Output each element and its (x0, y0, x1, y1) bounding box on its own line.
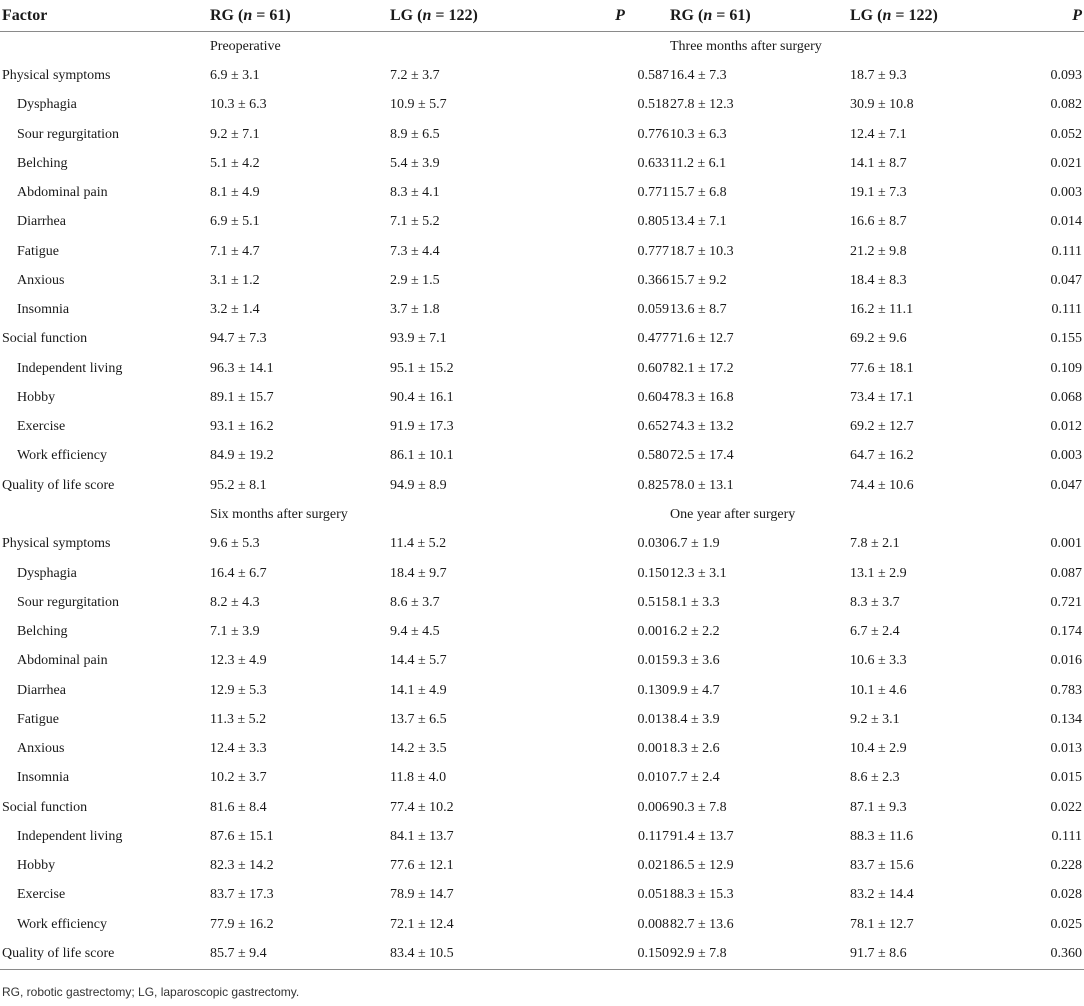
rg-value-right: 90.3 ± 7.8 (670, 799, 727, 815)
rg-value-left: 11.3 ± 5.2 (210, 711, 267, 727)
lg-value-right: 12.4 ± 7.1 (850, 126, 907, 142)
p-value-right: 0.025 (1050, 916, 1082, 932)
rg-value-left: 89.1 ± 15.7 (210, 389, 274, 405)
section-spacer (0, 500, 210, 530)
table-row (0, 149, 1084, 178)
p-value-right: 0.111 (1051, 243, 1082, 259)
rg-value-left: 87.6 ± 15.1 (210, 828, 274, 844)
factor-label: Anxious (17, 741, 65, 757)
section-title-right: One year after surgery (670, 507, 796, 522)
lg-value-right: 83.2 ± 14.4 (850, 887, 914, 903)
lg-value-left: 83.4 ± 10.5 (390, 939, 570, 969)
table-row (0, 296, 1084, 325)
factor-label: Social function (2, 331, 88, 347)
header-p-right: P (1030, 0, 1084, 32)
rg-value-right: 18.7 ± 10.3 (670, 243, 734, 259)
lg-value-left: 78.9 ± 14.7 (390, 887, 454, 903)
header-rg-right: RG (n = 61) (670, 0, 850, 32)
table-row (0, 413, 1084, 442)
rg-value-left: 12.9 ± 5.3 (210, 682, 267, 698)
rg-value-right: 13.6 ± 8.7 (670, 302, 727, 318)
header-p-left: P (570, 0, 670, 32)
p-value-left: 0.001 (637, 741, 669, 757)
factor-label: Quality of life score (0, 939, 210, 969)
lg-value-right: 18.7 ± 9.3 (850, 68, 907, 84)
lg-value-right: 83.7 ± 15.6 (850, 858, 914, 874)
factor-label: Social function (2, 799, 88, 815)
p-value-left: 0.777 (637, 243, 669, 259)
p-value-right: 0.360 (1030, 939, 1084, 969)
p-value-left: 0.021 (637, 858, 669, 874)
lg-value-left: 94.9 ± 8.9 (390, 477, 447, 493)
p-value-right: 0.014 (1050, 214, 1082, 230)
lg-value-right: 64.7 ± 16.2 (850, 448, 914, 464)
factor-label: Hobby (17, 858, 56, 874)
p-value-right: 0.134 (1050, 711, 1082, 727)
rg-value-right: 71.6 ± 12.7 (670, 331, 734, 347)
header-lg-right: LG (n = 122) (850, 0, 1030, 32)
lg-value-left: 8.3 ± 4.1 (390, 185, 440, 201)
factor-label: Exercise (17, 419, 66, 435)
rg-value-right: 86.5 ± 12.9 (670, 858, 734, 874)
lg-value-left: 2.9 ± 1.5 (390, 272, 440, 288)
factor-label: Exercise (17, 887, 66, 903)
table-row (0, 735, 1084, 764)
lg-value-right: 19.1 ± 7.3 (850, 185, 907, 201)
rg-value-right: 92.9 ± 7.8 (670, 939, 850, 969)
table-row (0, 618, 1084, 647)
lg-value-left: 11.4 ± 5.2 (390, 536, 447, 552)
p-value-right: 0.093 (1050, 68, 1082, 84)
lg-value-left: 9.4 ± 4.5 (390, 624, 440, 640)
p-value-left: 0.051 (637, 887, 669, 903)
p-value-left: 0.477 (637, 331, 669, 347)
p-value-left: 0.013 (637, 711, 669, 727)
lg-value-right: 69.2 ± 12.7 (850, 419, 914, 435)
rg-value-right: 15.7 ± 6.8 (670, 185, 727, 201)
rg-value-right: 78.0 ± 13.1 (670, 477, 734, 493)
rg-value-left: 3.2 ± 1.4 (210, 302, 260, 318)
lg-value-right: 7.8 ± 2.1 (850, 536, 900, 552)
rg-value-left: 8.2 ± 4.3 (210, 594, 260, 610)
p-value-right: 0.022 (1050, 799, 1082, 815)
rg-value-right: 91.4 ± 13.7 (670, 828, 734, 844)
table-row (0, 793, 1084, 822)
lg-value-left: 14.1 ± 4.9 (390, 682, 447, 698)
rg-value-right: 74.3 ± 13.2 (670, 419, 734, 435)
lg-value-left: 10.9 ± 5.7 (390, 97, 447, 113)
header-rg-left: RG (n = 61) (210, 0, 390, 32)
rg-value-right: 6.7 ± 1.9 (670, 536, 720, 552)
lg-value-right: 91.7 ± 8.6 (850, 939, 1030, 969)
factor-label: Belching (17, 624, 68, 640)
lg-value-left: 77.4 ± 10.2 (390, 799, 454, 815)
p-value-left: 0.580 (637, 448, 669, 464)
header-row (0, 0, 1084, 32)
lg-value-right: 8.6 ± 2.3 (850, 770, 900, 786)
rg-value-right: 15.7 ± 9.2 (670, 272, 727, 288)
rg-value-left: 5.1 ± 4.2 (210, 155, 260, 171)
rg-value-left: 95.2 ± 8.1 (210, 477, 267, 493)
factor-label: Abdominal pain (17, 653, 108, 669)
lg-value-left: 77.6 ± 12.1 (390, 858, 454, 874)
rg-value-right: 88.3 ± 15.3 (670, 887, 734, 903)
table-row (0, 939, 1084, 969)
p-value-right: 0.783 (1050, 682, 1082, 698)
factor-label: Sour regurgitation (17, 594, 120, 610)
p-value-left: 0.117 (638, 828, 669, 844)
table-row (0, 120, 1084, 149)
rg-value-left: 16.4 ± 6.7 (210, 565, 267, 581)
rg-value-left: 81.6 ± 8.4 (210, 799, 267, 815)
rg-value-left: 83.7 ± 17.3 (210, 887, 274, 903)
rg-value-left: 84.9 ± 19.2 (210, 448, 274, 464)
table-row (0, 237, 1084, 266)
lg-value-right: 77.6 ± 18.1 (850, 360, 914, 376)
lg-value-right: 21.2 ± 9.8 (850, 243, 907, 259)
p-value-left: 0.130 (637, 682, 669, 698)
lg-value-left: 91.9 ± 17.3 (390, 419, 454, 435)
factor-label: Work efficiency (17, 916, 107, 932)
table-row (0, 764, 1084, 793)
p-value-right: 0.111 (1051, 828, 1082, 844)
lg-value-right: 10.6 ± 3.3 (850, 653, 907, 669)
lg-value-left: 84.1 ± 13.7 (390, 828, 454, 844)
table-row (0, 442, 1084, 471)
rg-value-right: 82.7 ± 13.6 (670, 916, 734, 932)
p-value-left: 0.008 (637, 916, 669, 932)
rg-value-right: 8.4 ± 3.9 (670, 711, 720, 727)
rg-value-right: 27.8 ± 12.3 (670, 97, 734, 113)
table-row (0, 910, 1084, 939)
p-value-right: 0.016 (1050, 653, 1082, 669)
table-footnote: RG, robotic gastrectomy; LG, laparoscopic gastrectomy. (2, 985, 300, 999)
rg-value-left: 10.3 ± 6.3 (210, 97, 267, 113)
lg-value-left: 7.3 ± 4.4 (390, 243, 440, 259)
rg-value-left: 12.3 ± 4.9 (210, 653, 267, 669)
rg-value-right: 6.2 ± 2.2 (670, 624, 720, 640)
lg-value-left: 11.8 ± 4.0 (390, 770, 447, 786)
lg-value-right: 88.3 ± 11.6 (850, 828, 914, 844)
section-title-left: Six months after surgery (210, 507, 348, 522)
factor-label: Belching (17, 155, 68, 171)
rg-value-left: 85.7 ± 9.4 (210, 939, 390, 969)
rg-value-left: 94.7 ± 7.3 (210, 331, 267, 347)
rg-value-left: 9.6 ± 5.3 (210, 536, 260, 552)
lg-value-left: 7.1 ± 5.2 (390, 214, 440, 230)
table-row (0, 266, 1084, 295)
p-value-left: 0.604 (637, 389, 669, 405)
lg-value-left: 5.4 ± 3.9 (390, 155, 440, 171)
section-title-right: Three months after surgery (670, 38, 822, 54)
rg-value-left: 6.9 ± 5.1 (210, 214, 260, 230)
p-value-left: 0.587 (637, 68, 669, 84)
factor-label: Diarrhea (17, 214, 66, 230)
table-row (0, 530, 1084, 559)
table-body (0, 32, 1084, 970)
table-row (0, 559, 1084, 588)
rg-value-left: 12.4 ± 3.3 (210, 741, 267, 757)
rg-value-left: 96.3 ± 14.1 (210, 360, 274, 376)
p-value-right: 0.021 (1050, 155, 1082, 171)
lg-value-right: 30.9 ± 10.8 (850, 97, 914, 113)
lg-value-right: 14.1 ± 8.7 (850, 155, 907, 171)
lg-value-left: 8.6 ± 3.7 (390, 594, 440, 610)
table-row (0, 471, 1084, 500)
lg-value-left: 3.7 ± 1.8 (390, 302, 440, 318)
rg-value-right: 72.5 ± 17.4 (670, 448, 734, 464)
table-row (0, 91, 1084, 120)
factor-label: Anxious (17, 272, 65, 288)
rg-value-right: 9.9 ± 4.7 (670, 682, 720, 698)
lg-value-right: 10.4 ± 2.9 (850, 741, 907, 757)
rg-value-left: 82.3 ± 14.2 (210, 858, 274, 874)
lg-value-right: 10.1 ± 4.6 (850, 682, 907, 698)
p-value-left: 0.150 (637, 565, 669, 581)
lg-value-left: 7.2 ± 3.7 (390, 68, 440, 84)
p-value-right: 0.174 (1050, 624, 1082, 640)
lg-value-left: 13.7 ± 6.5 (390, 711, 447, 727)
p-value-right: 0.052 (1050, 126, 1082, 142)
rg-value-right: 11.2 ± 6.1 (670, 155, 727, 171)
factor-label: Fatigue (17, 243, 59, 259)
p-value-left: 0.150 (570, 939, 670, 969)
p-value-left: 0.059 (637, 302, 669, 318)
factor-label: Insomnia (17, 770, 70, 786)
lg-value-right: 87.1 ± 9.3 (850, 799, 907, 815)
header-lg-left: LG (n = 122) (390, 0, 570, 32)
p-value-left: 0.015 (637, 653, 669, 669)
rg-value-right: 13.4 ± 7.1 (670, 214, 727, 230)
table-row (0, 822, 1084, 851)
rg-value-left: 7.1 ± 3.9 (210, 624, 260, 640)
rg-value-right: 82.1 ± 17.2 (670, 360, 734, 376)
p-value-right: 0.028 (1050, 887, 1082, 903)
table-row (0, 588, 1084, 617)
table-row (0, 705, 1084, 734)
lg-value-right: 18.4 ± 8.3 (850, 272, 907, 288)
p-value-right: 0.047 (1050, 477, 1082, 493)
factor-label: Physical symptoms (2, 536, 111, 552)
p-value-right: 0.003 (1050, 185, 1082, 201)
factor-label: Quality of life score (2, 477, 115, 493)
lg-value-right: 69.2 ± 9.6 (850, 331, 907, 347)
factor-label: Dysphagia (17, 565, 77, 581)
rg-value-right: 8.3 ± 2.6 (670, 741, 720, 757)
p-value-right: 0.155 (1050, 331, 1082, 347)
p-value-right: 0.087 (1050, 565, 1082, 581)
factor-label: Hobby (17, 389, 56, 405)
rg-value-left: 10.2 ± 3.7 (210, 770, 267, 786)
p-value-left: 0.030 (637, 536, 669, 552)
factor-label: Abdominal pain (17, 185, 108, 201)
lg-value-left: 93.9 ± 7.1 (390, 331, 447, 347)
lg-value-right: 16.6 ± 8.7 (850, 214, 907, 230)
factor-label: Diarrhea (17, 682, 66, 698)
lg-value-left: 14.4 ± 5.7 (390, 653, 447, 669)
rg-value-left: 6.9 ± 3.1 (210, 68, 260, 84)
rg-value-left: 7.1 ± 4.7 (210, 243, 260, 259)
rg-value-left: 3.1 ± 1.2 (210, 272, 260, 288)
lg-value-right: 8.3 ± 3.7 (850, 594, 900, 610)
p-value-right: 0.082 (1050, 97, 1082, 113)
rg-value-right: 16.4 ± 7.3 (670, 68, 727, 84)
lg-value-left: 8.9 ± 6.5 (390, 126, 440, 142)
table-row (0, 62, 1084, 91)
p-value-left: 0.001 (637, 624, 669, 640)
p-value-right: 0.013 (1050, 741, 1082, 757)
table-row (0, 881, 1084, 910)
factor-label: Dysphagia (17, 97, 77, 113)
p-value-left: 0.776 (637, 126, 669, 142)
p-value-left: 0.515 (637, 594, 669, 610)
factor-label: Independent living (17, 828, 123, 844)
factor-label: Work efficiency (17, 448, 107, 464)
table-row (0, 852, 1084, 881)
factor-label: Insomnia (17, 302, 70, 318)
lg-value-right: 13.1 ± 2.9 (850, 565, 907, 581)
p-value-right: 0.109 (1050, 360, 1082, 376)
p-value-left: 0.366 (637, 272, 669, 288)
rg-value-right: 10.3 ± 6.3 (670, 126, 727, 142)
p-value-right: 0.001 (1050, 536, 1082, 552)
header-factor: Factor (0, 0, 210, 32)
p-value-right: 0.111 (1051, 302, 1082, 318)
section-header-row (0, 32, 1084, 62)
table-row (0, 179, 1084, 208)
p-value-right: 0.047 (1050, 272, 1082, 288)
table-row (0, 647, 1084, 676)
table-row (0, 383, 1084, 412)
p-value-right: 0.721 (1050, 594, 1082, 610)
p-value-left: 0.010 (637, 770, 669, 786)
lg-value-left: 72.1 ± 12.4 (390, 916, 454, 932)
p-value-right: 0.228 (1050, 858, 1082, 874)
lg-value-right: 74.4 ± 10.6 (850, 477, 914, 493)
rg-value-right: 8.1 ± 3.3 (670, 594, 720, 610)
p-value-right: 0.003 (1050, 448, 1082, 464)
p-value-left: 0.006 (637, 799, 669, 815)
section-title-left: Preoperative (210, 38, 281, 54)
rg-value-left: 93.1 ± 16.2 (210, 419, 274, 435)
factor-label: Fatigue (17, 711, 59, 727)
lg-value-right: 9.2 ± 3.1 (850, 711, 900, 727)
p-value-left: 0.805 (637, 214, 669, 230)
section-spacer (0, 32, 210, 62)
factor-label: Independent living (17, 360, 123, 376)
lg-value-right: 16.2 ± 11.1 (850, 302, 914, 318)
rg-value-left: 77.9 ± 16.2 (210, 916, 274, 932)
lg-value-left: 90.4 ± 16.1 (390, 389, 454, 405)
lg-value-left: 86.1 ± 10.1 (390, 448, 454, 464)
lg-value-left: 18.4 ± 9.7 (390, 565, 447, 581)
p-value-right: 0.012 (1050, 419, 1082, 435)
rg-value-right: 7.7 ± 2.4 (670, 770, 720, 786)
rg-value-left: 9.2 ± 7.1 (210, 126, 260, 142)
p-value-right: 0.015 (1050, 770, 1082, 786)
lg-value-right: 73.4 ± 17.1 (850, 389, 914, 405)
p-value-left: 0.518 (637, 97, 669, 113)
p-value-right: 0.068 (1050, 389, 1082, 405)
section-header-row (0, 500, 1084, 530)
factor-label: Sour regurgitation (17, 126, 120, 142)
table-row (0, 676, 1084, 705)
p-value-left: 0.633 (637, 155, 669, 171)
lg-value-right: 78.1 ± 12.7 (850, 916, 914, 932)
table-row (0, 208, 1084, 237)
p-value-left: 0.652 (637, 419, 669, 435)
p-value-left: 0.771 (637, 185, 669, 201)
table-row (0, 354, 1084, 383)
factor-label: Physical symptoms (2, 68, 111, 84)
rg-value-left: 8.1 ± 4.9 (210, 185, 260, 201)
lg-value-left: 95.1 ± 15.2 (390, 360, 454, 376)
rg-value-right: 78.3 ± 16.8 (670, 389, 734, 405)
p-value-left: 0.607 (637, 360, 669, 376)
rg-value-right: 9.3 ± 3.6 (670, 653, 720, 669)
table-row (0, 325, 1084, 354)
p-value-left: 0.825 (637, 477, 669, 493)
lg-value-right: 6.7 ± 2.4 (850, 624, 900, 640)
lg-value-left: 14.2 ± 3.5 (390, 741, 447, 757)
rg-value-right: 12.3 ± 3.1 (670, 565, 727, 581)
